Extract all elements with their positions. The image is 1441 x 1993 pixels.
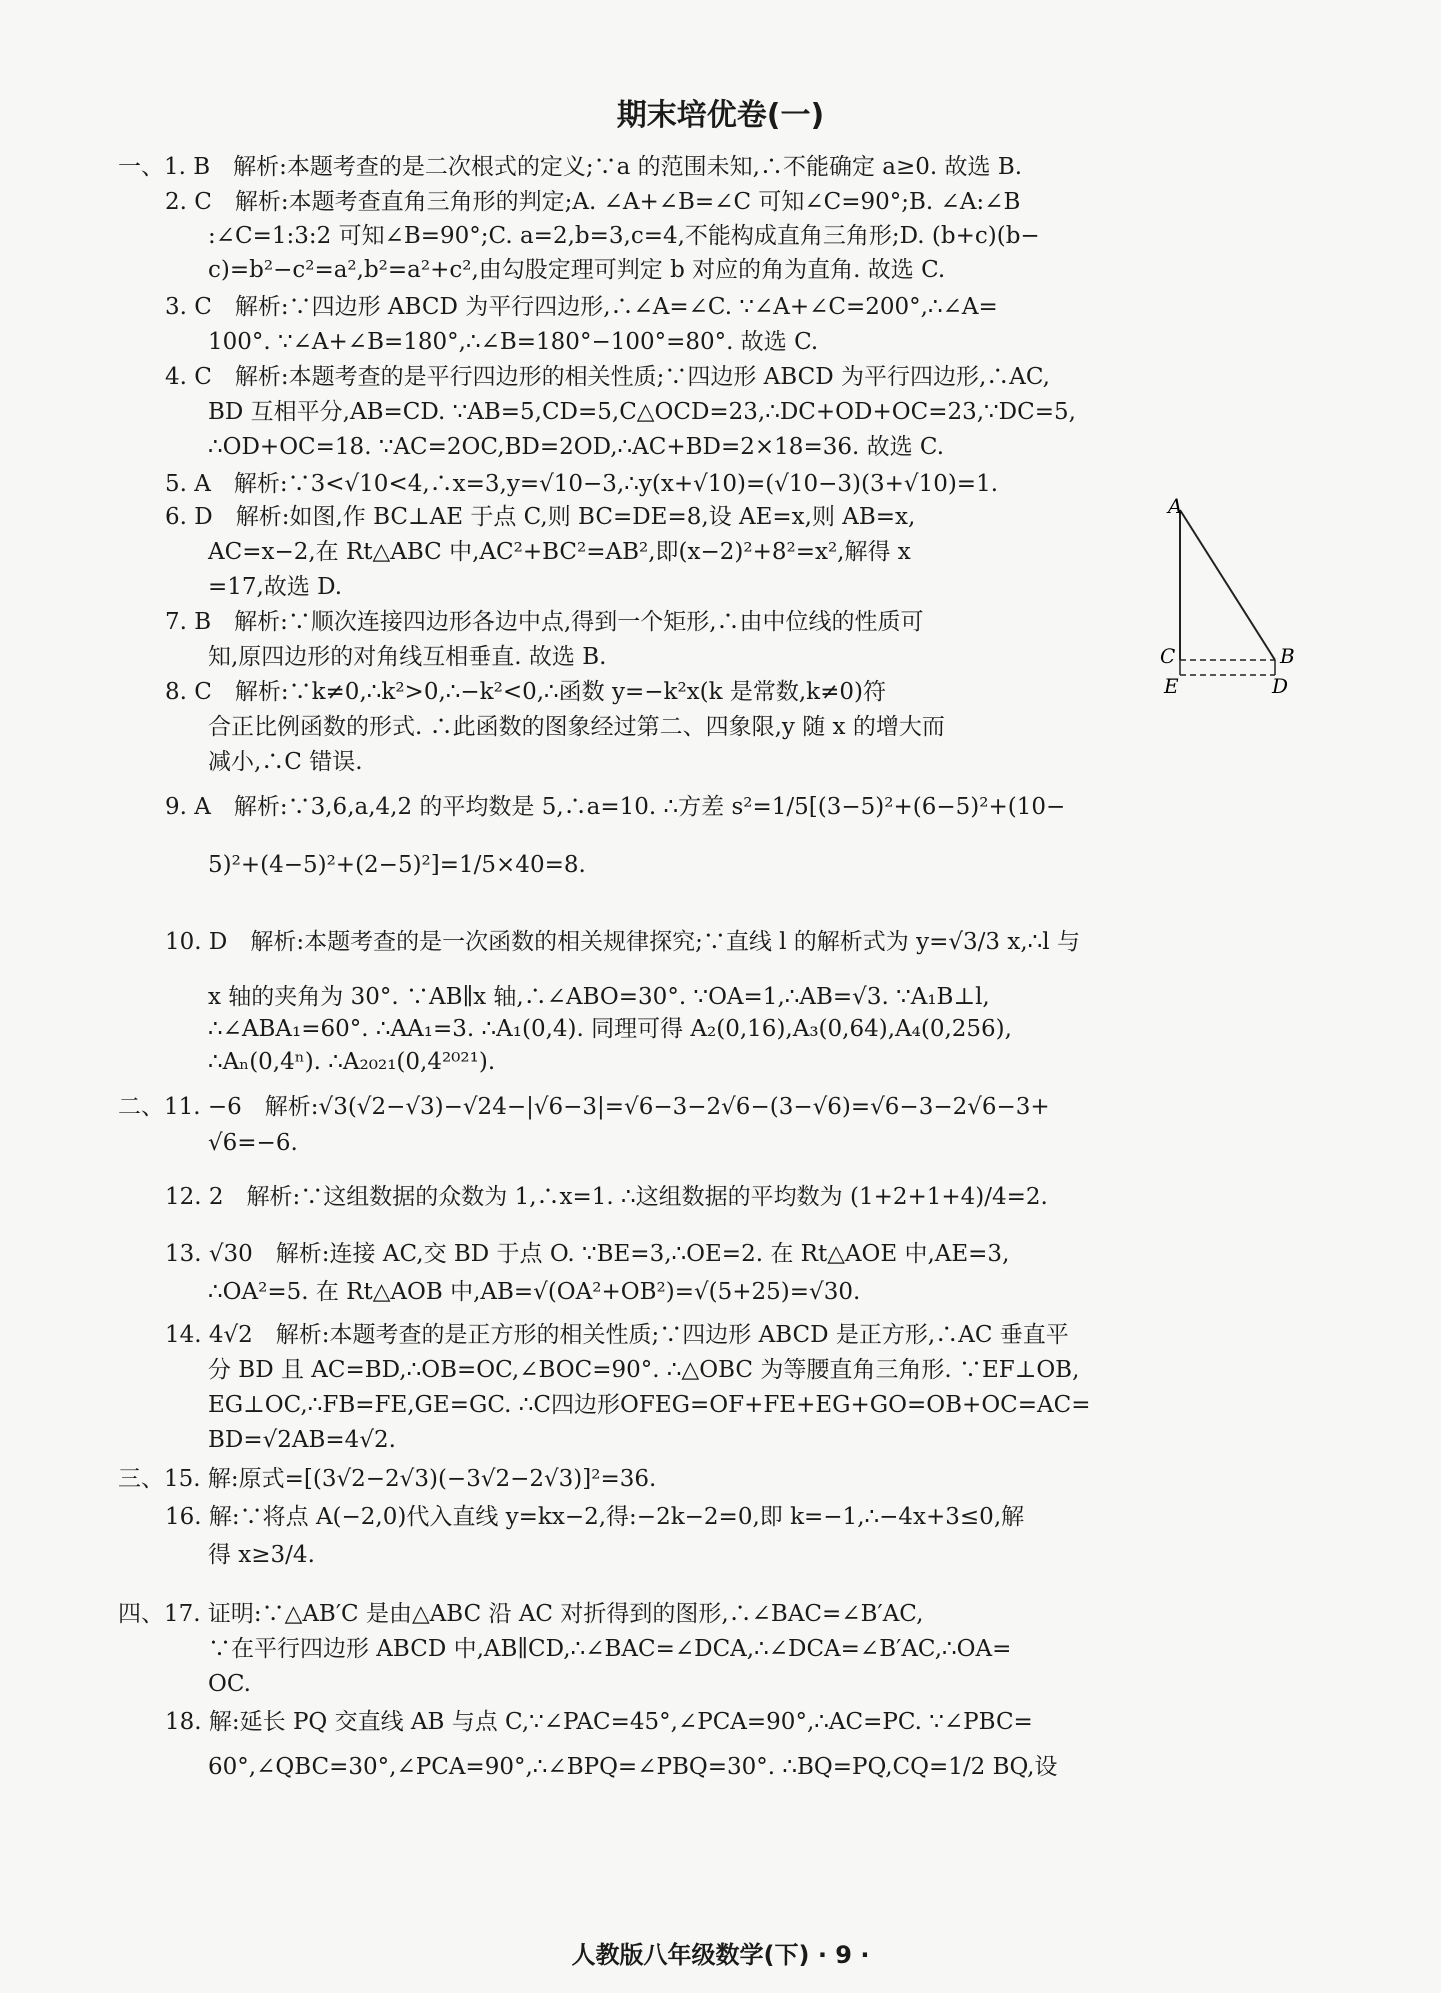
answer-line: 3. C 解析:∵四边形 ABCD 为平行四边形,∴∠A=∠C. ∵∠A+∠C=200°,∴∠A= (165, 294, 998, 320)
answer-line: 知,原四边形的对角线互相垂直. 故选 B. (208, 644, 607, 670)
answer-line: 6. D 解析:如图,作 BC⊥AE 于点 C,则 BC=DE=8,设 AE=x,则 AB=x, (165, 504, 916, 530)
answer-line: EG⊥OC,∴FB=FE,GE=GC. ∴C四边形OFEG=OF+FE+EG+GO=OB+OC=AC= (208, 1392, 1091, 1418)
answer-line: AC=x−2,在 Rt△ABC 中,AC²+BC²=AB²,即(x−2)²+8²=x²,解得 x (208, 539, 911, 565)
answer-line: 四、17. 证明:∵△AB′C 是由△ABC 沿 AC 对折得到的图形,∴∠BAC=∠B′AC, (118, 1601, 924, 1627)
answer-line: 合正比例函数的形式. ∴此函数的图象经过第二、四象限,y 随 x 的增大而 (208, 714, 945, 740)
answer-line: √6=−6. (208, 1130, 298, 1156)
answer-line: 16. 解:∵将点 A(−2,0)代入直线 y=kx−2,得:−2k−2=0,即 k=−1,∴−4x+3≤0,解 (165, 1504, 1025, 1530)
answer-line: 一、1. B 解析:本题考查的是二次根式的定义;∵a 的范围未知,∴不能确定 a≥0. 故选 B. (118, 154, 1023, 180)
answer-line: 2. C 解析:本题考查直角三角形的判定;A. ∠A+∠B=∠C 可知∠C=90°;B. ∠A:∠B (165, 189, 1021, 215)
answer-line: 8. C 解析:∵k≠0,∴k²>0,∴−k²<0,∴函数 y=−k²x(k 是常数,k≠0)符 (165, 679, 886, 705)
figure-label-a: A (1168, 495, 1183, 518)
answer-line: 分 BD 且 AC=BD,∴OB=OC,∠BOC=90°. ∴△OBC 为等腰直角三角形. ∵EF⊥OB, (208, 1357, 1080, 1383)
answer-line: :∠C=1:3:2 可知∠B=90°;C. a=2,b=3,c=4,不能构成直角三角形;D. (b+c)(b− (208, 223, 1040, 249)
answer-line: 14. 4√2 解析:本题考查的是正方形的相关性质;∵四边形 ABCD 是正方形,∴AC 垂直平 (165, 1322, 1069, 1348)
answer-line: BD 互相平分,AB=CD. ∵AB=5,CD=5,C△OCD=23,∴DC+OD+OC=23,∵DC=5, (208, 399, 1076, 425)
answer-line: ∵在平行四边形 ABCD 中,AB∥CD,∴∠BAC=∠DCA,∴∠DCA=∠B′AC,∴OA= (208, 1636, 1012, 1662)
answer-line: 9. A 解析:∵3,6,a,4,2 的平均数是 5,∴a=10. ∴方差 s²=1/5[(3−5)²+(6−5)²+(10− (165, 794, 1066, 820)
answer-line: 得 x≥3/4. (208, 1542, 315, 1568)
answer-line: 10. D 解析:本题考查的是一次函数的相关规律探究;∵直线 l 的解析式为 y=√3/3 x,∴l 与 (165, 929, 1080, 955)
figure-label-b: B (1280, 644, 1295, 668)
answer-line: 12. 2 解析:∵这组数据的众数为 1,∴x=1. ∴这组数据的平均数为 (1+2+1+4)/4=2. (165, 1184, 1048, 1210)
answer-line: ∴OD+OC=18. ∵AC=2OC,BD=2OD,∴AC+BD=2×18=36. 故选 C. (208, 434, 944, 460)
answer-line: 5. A 解析:∵3<√10<4,∴x=3,y=√10−3,∴y(x+√10)=(√10−3)(3+√10)=1. (165, 471, 999, 497)
answer-line: ∴∠ABA₁=60°. ∴AA₁=3. ∴A₁(0,4). 同理可得 A₂(0,16),A₃(0,64),A₄(0,256), (208, 1016, 1012, 1042)
figure-label-e: E (1164, 674, 1179, 698)
answer-line: 减小,∴C 错误. (208, 749, 363, 775)
answer-line: x 轴的夹角为 30°. ∵AB∥x 轴,∴∠ABO=30°. ∵OA=1,∴AB=√3. ∵A₁B⊥l, (208, 984, 990, 1010)
answer-line: 60°,∠QBC=30°,∠PCA=90°,∴∠BPQ=∠PBQ=30°. ∴BQ=PQ,CQ=1/2 BQ,设 (208, 1754, 1058, 1780)
answer-line: 100°. ∵∠A+∠B=180°,∴∠B=180°−100°=80°. 故选 C. (208, 329, 819, 355)
figure-label-d: D (1272, 674, 1289, 698)
answer-line: 18. 解:延长 PQ 交直线 AB 与点 C,∵∠PAC=45°,∠PCA=90°,∴AC=PC. ∵∠PBC= (165, 1709, 1033, 1735)
answer-line: 二、11. −6 解析:√3(√2−√3)−√24−|√6−3|=√6−3−2√6−(3−√6)=√6−3−2√6−3+ (118, 1094, 1050, 1120)
figure-label-c: C (1160, 644, 1176, 668)
answer-line: ∴Aₙ(0,4ⁿ). ∴A₂₀₂₁(0,4²⁰²¹). (208, 1049, 496, 1075)
answer-line: 5)²+(4−5)²+(2−5)²]=1/5×40=8. (208, 852, 586, 878)
answer-line: =17,故选 D. (208, 574, 343, 600)
page-footer: 人教版八年级数学(下) · 9 · (571, 1941, 870, 1969)
answer-line: ∴OA²=5. 在 Rt△AOB 中,AB=√(OA²+OB²)=√(5+25)=√30. (208, 1279, 861, 1305)
answer-line: 13. √30 解析:连接 AC,交 BD 于点 O. ∵BE=3,∴OE=2. 在 Rt△AOE 中,AE=3, (165, 1241, 1010, 1267)
answer-line: 4. C 解析:本题考查的是平行四边形的相关性质;∵四边形 ABCD 为平行四边形,∴AC, (165, 364, 1050, 390)
answer-line: BD=√2AB=4√2. (208, 1427, 396, 1453)
triangle-figure (1150, 495, 1310, 705)
answer-line: 三、15. 解:原式=[(3√2−2√3)(−3√2−2√3)]²=36. (118, 1466, 657, 1492)
page-title: 期末培优卷(一) (616, 98, 825, 133)
answer-line: c)=b²−c²=a²,b²=a²+c²,由勾股定理可判定 b 对应的角为直角. 故选 C. (208, 257, 946, 283)
answer-line: 7. B 解析:∵顺次连接四边形各边中点,得到一个矩形,∴由中位线的性质可 (165, 609, 924, 635)
answer-line: OC. (208, 1671, 251, 1697)
side-ab (1180, 510, 1275, 660)
